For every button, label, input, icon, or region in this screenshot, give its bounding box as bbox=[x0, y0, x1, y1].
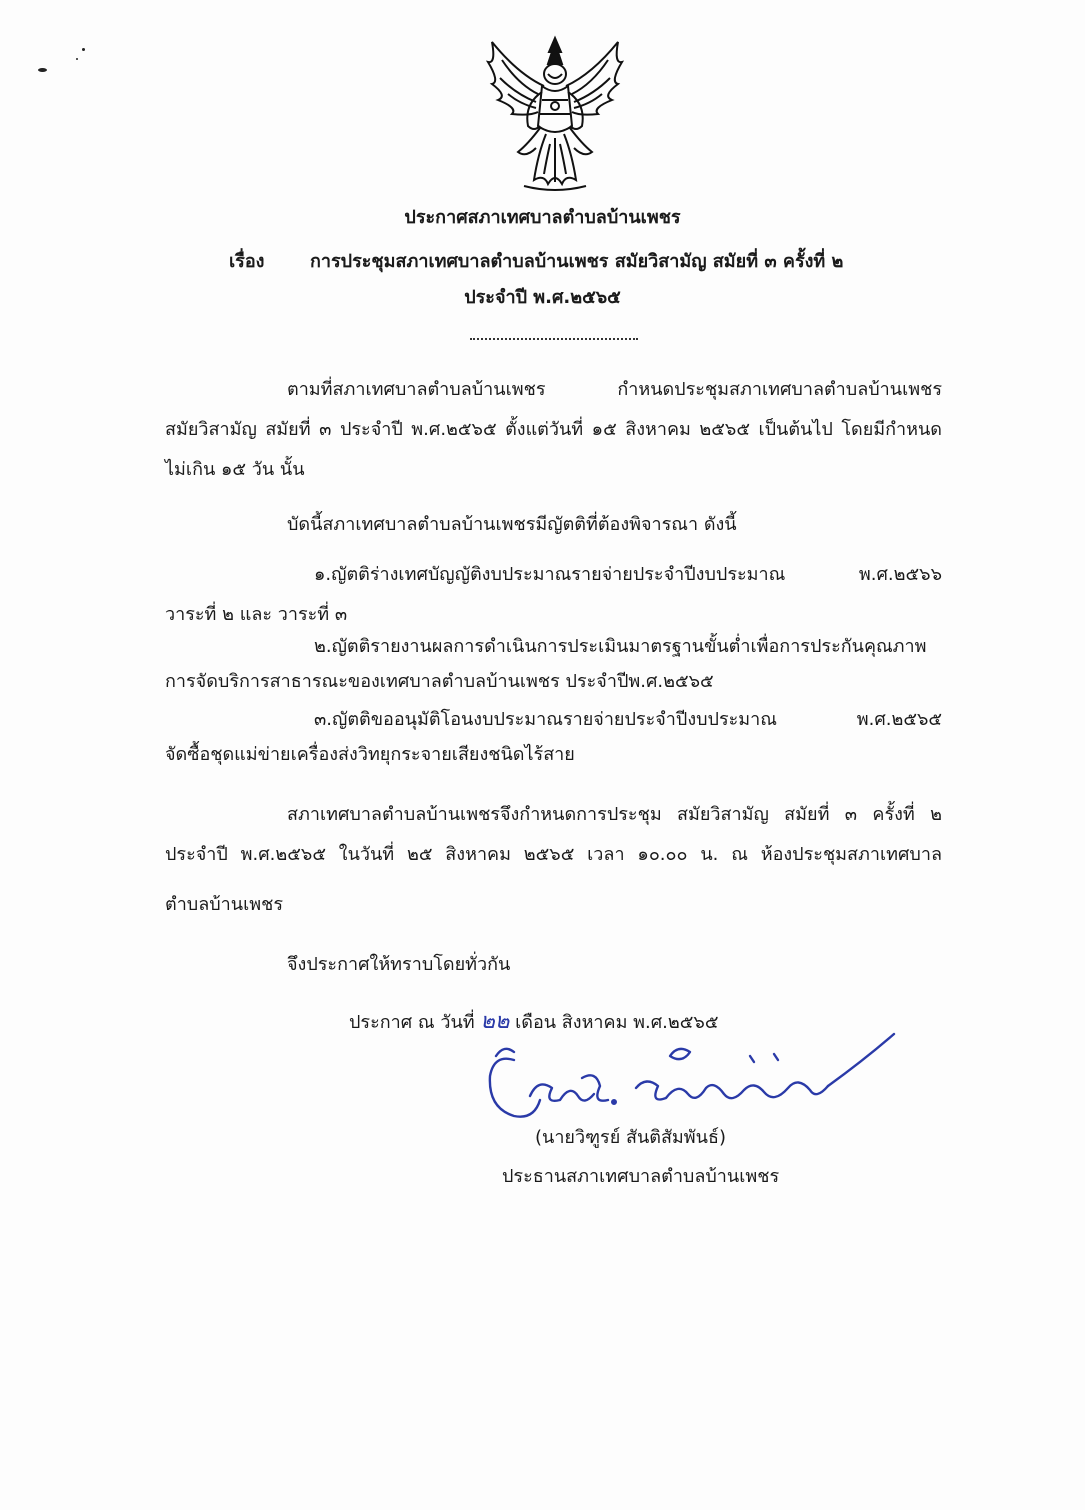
garuda-emblem-icon bbox=[478, 34, 632, 192]
signer-title: ประธานสภาเทศบาลตำบลบ้านเพชร bbox=[502, 1166, 780, 1187]
item1-line2: วาระที่ ๒ และ วาระที่ ๓ bbox=[165, 604, 348, 625]
signer-name: (นายวิฑูรย์ สันติสัมพันธ์) bbox=[535, 1127, 726, 1148]
handwritten-signature bbox=[474, 1030, 904, 1130]
item2-line2: การจัดบริการสาธารณะของเทศบาลตำบลบ้านเพชร ประจำปีพ.ศ.๒๕๖๕ bbox=[165, 671, 714, 692]
document-title: ประกาศสภาเทศบาลตำบลบ้านเพชร bbox=[404, 207, 681, 228]
year-line: ประจำปี พ.ศ.๒๕๖๕ bbox=[464, 287, 621, 308]
date-prefix: ประกาศ ณ วันที่ bbox=[349, 1012, 475, 1033]
para3-line2: ประจำปี พ.ศ.๒๕๖๕ ในวันที่ ๒๕ สิงหาคม ๒๕๖๕ เวลา ๑๐.๐๐ น. ณ ห้องประชุมสภาเทศบาล bbox=[165, 844, 942, 865]
date-suffix: เดือน สิงหาคม พ.ศ.๒๕๖๕ bbox=[515, 1012, 719, 1033]
scan-speck bbox=[76, 58, 78, 60]
scan-speck bbox=[82, 48, 85, 51]
separator-dotted-line bbox=[470, 338, 638, 340]
para1-line3: ไม่เกิน ๑๕ วัน นั้น bbox=[165, 459, 305, 480]
item3-line1: ๓.ญัตติขออนุมัติโอนงบประมาณรายจ่ายประจำปีงบประมาณ พ.ศ.๒๕๖๕ bbox=[314, 709, 942, 730]
para3-line1: สภาเทศบาลตำบลบ้านเพชรจึงกำหนดการประชุม สมัยวิสามัญ สมัยที่ ๓ ครั้งที่ ๒ bbox=[287, 804, 942, 825]
closing-line: จึงประกาศให้ทราบโดยทั่วกัน bbox=[287, 954, 511, 975]
subject-label: เรื่อง bbox=[229, 251, 265, 272]
para3-line3: ตำบลบ้านเพชร bbox=[165, 894, 283, 915]
item3-line2: จัดซื้อชุดแม่ข่ายเครื่องส่งวิทยุกระจายเสียงชนิดไร้สาย bbox=[165, 744, 575, 765]
date-day-handwritten: ๒๒ bbox=[480, 1009, 510, 1034]
para2: บัดนี้สภาเทศบาลตำบลบ้านเพชรมีญัตติที่ต้องพิจารณา ดังนี้ bbox=[287, 514, 737, 535]
subject-text: การประชุมสภาเทศบาลตำบลบ้านเพชร สมัยวิสามัญ สมัยที่ ๓ ครั้งที่ ๒ bbox=[310, 251, 844, 272]
para1-line2: สมัยวิสามัญ สมัยที่ ๓ ประจำปี พ.ศ.๒๕๖๕ ตั้งแต่วันที่ ๑๕ สิงหาคม ๒๕๖๕ เป็นต้นไป โดยมีกำหนด bbox=[165, 419, 942, 440]
item2-line1: ๒.ญัตติรายงานผลการดำเนินการประเมินมาตรฐานขั้นต่ำเพื่อการประกันคุณภาพ bbox=[314, 636, 927, 657]
item1-line1: ๑.ญัตติร่างเทศบัญญัติงบประมาณรายจ่ายประจำปีงบประมาณ พ.ศ.๒๕๖๖ bbox=[314, 564, 942, 585]
para1-line1: ตามที่สภาเทศบาลตำบลบ้านเพชร กำหนดประชุมสภาเทศบาลตำบลบ้านเพชร bbox=[287, 379, 942, 400]
scan-speck bbox=[38, 68, 47, 72]
